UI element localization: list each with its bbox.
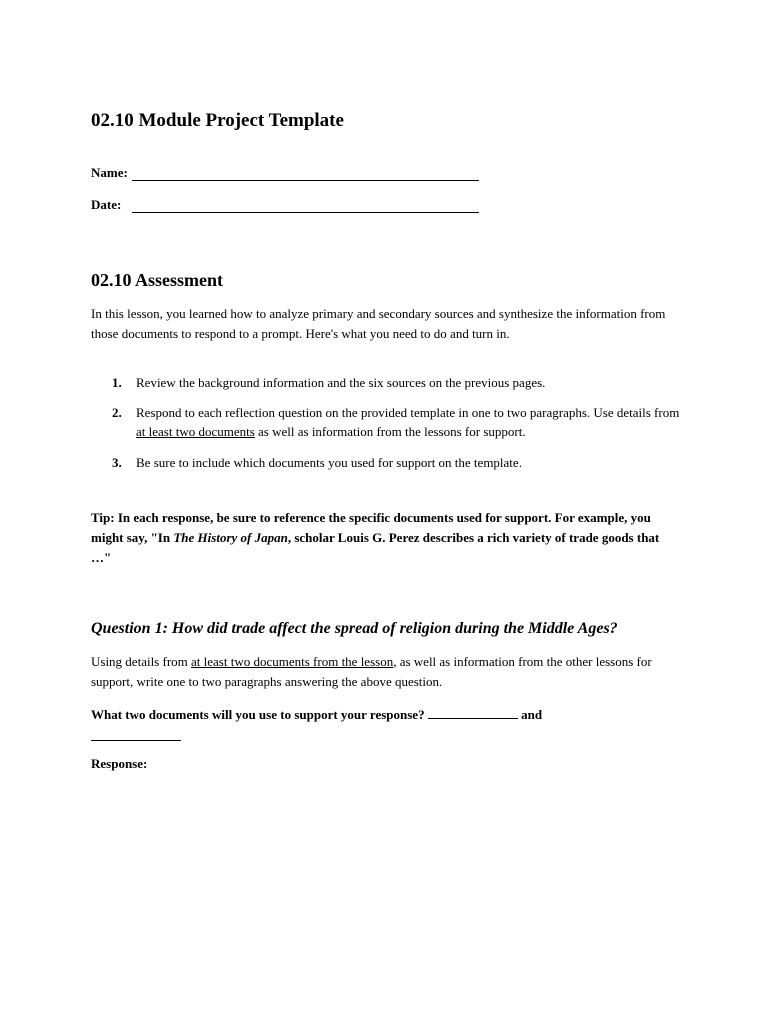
assessment-heading: 02.10 Assessment — [91, 270, 224, 290]
document-title: 02.10 Module Project Template — [91, 110, 344, 131]
step-text-pre: Respond to each reflection question on the provided template in one to two paragraphs. Use details from — [136, 405, 680, 420]
date-label: Date: — [91, 197, 122, 212]
step-item — [91, 373, 681, 392]
tip-text-pre: Tip: In each response, be sure to reference the specific documents used for support. For example, you might say, "In — [91, 510, 651, 545]
instr-underline: at least two documents from the lesson — [191, 654, 394, 669]
response-label: Response: — [91, 756, 148, 771]
name-field — [91, 165, 479, 181]
instr-pre: Using details from — [91, 654, 192, 669]
documents-and: and — [521, 707, 543, 722]
intro-paragraph: In this lesson, you learned how to analyze primary and secondary sources and synthesize the information from those documents to respond to a prompt. Here's what you need to do and turn in. — [91, 306, 666, 341]
step-text-post: as well as information from the lessons for support. — [254, 424, 526, 439]
question-1-instructions — [91, 652, 681, 691]
document-2-blank[interactable] — [91, 728, 181, 741]
document-1-blank[interactable] — [428, 706, 518, 719]
step-item — [91, 453, 681, 472]
instr-post: , as well as information from the other lessons for support, write one to two paragraphs answering the above question. — [91, 654, 652, 689]
question-1-heading: Question 1: How did trade affect the spread of religion during the Middle Ages? — [91, 620, 618, 637]
step-number: 3. — [112, 455, 122, 470]
date-blank-line[interactable] — [132, 199, 479, 213]
documents-prompt-text: What two documents will you use to support your response? — [91, 707, 425, 722]
step-number: 2. — [112, 405, 122, 420]
name-blank-line[interactable] — [132, 167, 479, 181]
tip-text-post: , scholar Louis G. Perez describes a rich variety of trade goods that …" — [91, 530, 660, 565]
tip-book-title: The History of Japan — [173, 530, 288, 545]
tip-paragraph — [91, 508, 681, 568]
documents-prompt — [91, 704, 681, 748]
name-label: Name: — [91, 165, 128, 180]
step-number: 1. — [112, 375, 122, 390]
step-text: Be sure to include which documents you used for support on the template. — [136, 455, 522, 470]
step-item — [91, 403, 681, 441]
steps-list — [91, 373, 681, 472]
date-field — [91, 197, 479, 213]
step-text: Review the background information and the six sources on the previous pages. — [136, 375, 546, 390]
step-text-underline: at least two documents — [136, 424, 255, 439]
